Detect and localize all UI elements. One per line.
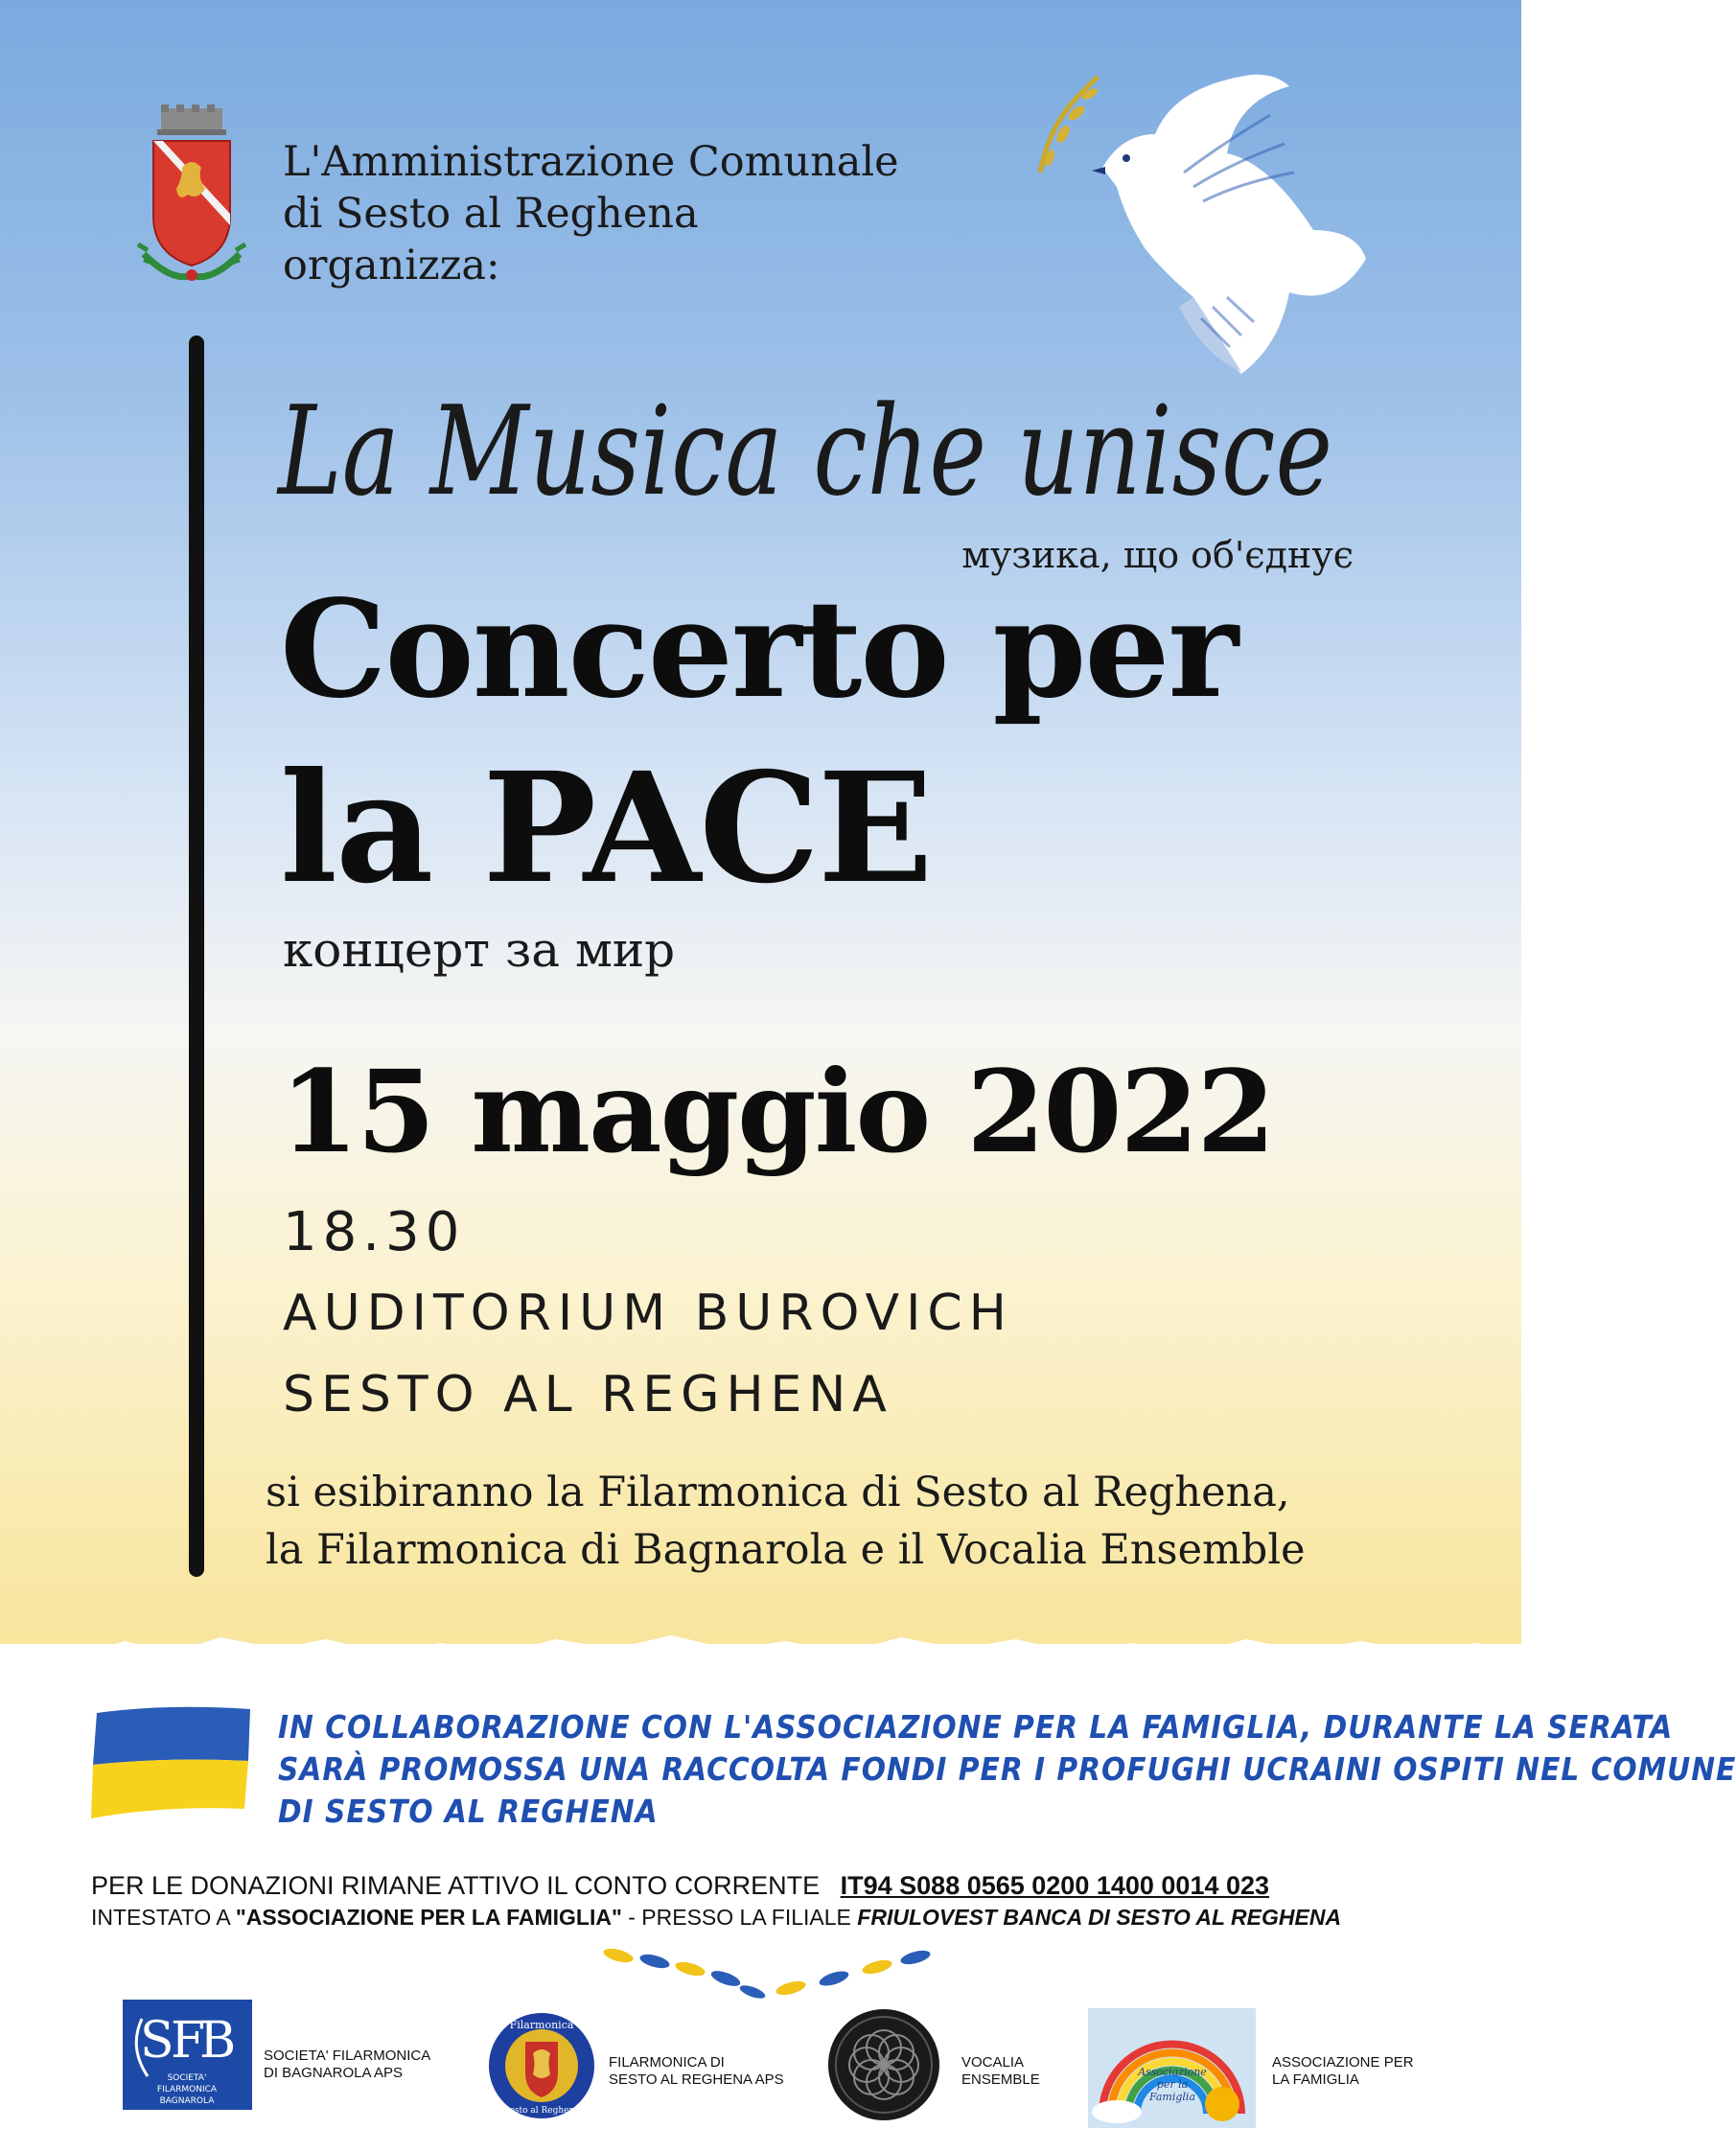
script-title (278, 336, 1390, 537)
subtitle-ukrainian: концерт за мир (283, 922, 676, 978)
donation-text: PER LE DONAZIONI RIMANE ATTIVO IL CONTO CORRENTE (91, 1871, 821, 1900)
sponsor-label-line: DI BAGNAROLA APS (264, 2065, 404, 2081)
sponsor-label-line: SESTO AL REGHENA APS (609, 2071, 784, 2088)
vertical-accent-bar (189, 336, 204, 1577)
bagnarola-logo-text: SOCIETA' (167, 2073, 207, 2083)
script-title-text: La Musica che unisce (276, 381, 1332, 523)
collaboration-line: SARÀ PROMOSSA UNA RACCOLTA FONDI PER I PROFUGHI UCRAINI OSPITI NEL COMUNE (278, 1750, 1736, 1788)
sponsor-label-filarmonica-sesto (609, 2054, 784, 2089)
filarmonica-sesto-logo-icon (487, 2011, 597, 2121)
famiglia-logo-icon (1088, 2008, 1256, 2128)
iban: IT94 S088 0565 0200 1400 0014 023 (840, 1871, 1270, 1900)
bagnarola-logo-text: BAGNAROLA (159, 2096, 215, 2106)
donation-line-2 (91, 1905, 1341, 1931)
ukraine-flag-icon (89, 1701, 252, 1821)
organizer-line: di Sesto al Reghena (283, 190, 699, 238)
svg-text:S: S (140, 2012, 174, 2070)
script-title-ukrainian: музика, що об'єднує (961, 534, 1354, 576)
account-holder: "ASSOCIAZIONE PER LA FAMIGLIA" (235, 1905, 622, 1930)
performers-text (266, 1464, 1306, 1579)
organizer-text (283, 136, 899, 291)
bagnarola-logo-text: FILARMONICA (156, 2085, 218, 2094)
main-title-line2: la PACE (280, 740, 932, 917)
famiglia-logo-text: Associazione (1138, 2066, 1207, 2078)
collaboration-line: IN COLLABORAZIONE CON L'ASSOCIAZIONE PER LA FAMIGLIA, DURANTE LA SERATA (278, 1708, 1674, 1746)
sponsor-label-line: FILARMONICA DI (609, 2054, 725, 2071)
donation-mid: - PRESSO LA FILIALE (628, 1905, 858, 1930)
main-title-line1: Concerto per (280, 571, 1238, 729)
sponsor-label-bagnarola (264, 2048, 430, 2082)
collaboration-line: DI SESTO AL REGHENA (278, 1793, 659, 1830)
municipal-crest-icon (125, 101, 259, 302)
event-date: 15 maggio 2022 (280, 1045, 1274, 1178)
sponsor-label-line: ENSEMBLE (961, 2071, 1040, 2088)
sponsor-label-line: VOCALIA (961, 2054, 1025, 2071)
collaboration-notice (278, 1706, 1736, 1833)
vocalia-logo-icon (826, 2007, 941, 2122)
sponsor-label-line: SOCIETA' FILARMONICA (264, 2048, 431, 2064)
laurel-ornament-icon (599, 1944, 939, 2002)
bank-branch: FRIULOVEST BANCA DI SESTO AL REGHENA (857, 1905, 1342, 1930)
event-venue: AUDITORIUM BUROVICH (283, 1284, 1013, 1342)
filarmonica-logo-text: Filarmonica (509, 2019, 574, 2031)
filarmonica-logo-text: Sesto al Reghena (503, 2106, 580, 2116)
famiglia-logo-text: per la (1156, 2078, 1189, 2091)
organizer-line: L'Amministrazione Comunale (283, 138, 899, 186)
performers-line: la Filarmonica di Bagnarola e il Vocalia Ensemble (266, 1526, 1306, 1574)
organizer-line: organizza: (283, 242, 500, 289)
sponsor-label-famiglia (1272, 2054, 1414, 2089)
sponsor-label-vocalia (961, 2054, 1040, 2089)
bagnarola-logo-icon (123, 2000, 252, 2110)
dove-icon (1030, 67, 1371, 374)
svg-text:F: F (171, 2012, 206, 2070)
svg-text:B: B (199, 2012, 237, 2070)
donation-line-1 (91, 1871, 1269, 1901)
famiglia-logo-text: Famiglia (1148, 2091, 1196, 2103)
donation-prefix: INTESTATO A (91, 1905, 236, 1930)
event-time: 18.30 (283, 1201, 466, 1263)
event-location: SESTO AL REGHENA (283, 1366, 893, 1423)
performers-line: si esibiranno la Filarmonica di Sesto al Reghena, (266, 1469, 1290, 1516)
sponsor-label-line: ASSOCIAZIONE PER (1272, 2054, 1414, 2071)
sponsor-label-line: LA FAMIGLIA (1272, 2071, 1359, 2088)
